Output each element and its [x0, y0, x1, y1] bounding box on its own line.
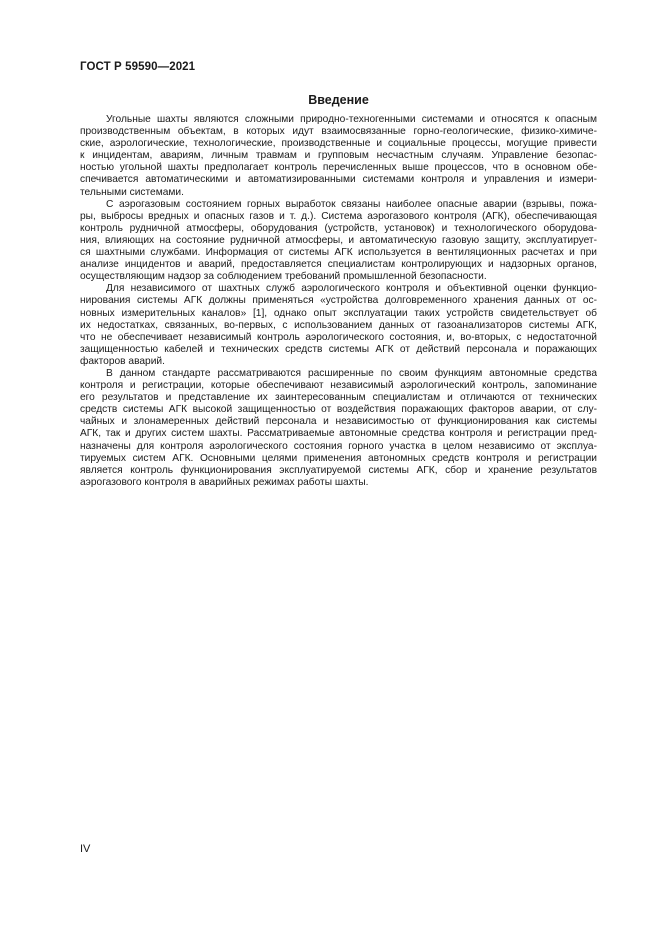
paragraph-line: ностью угольной шахты предполагает контроль перечисленных выше процессов, что в основном обе-	[80, 162, 597, 174]
paragraph-line: Для независимого от шахтных служб аэрологического контроля и объективной оценки функцио-	[106, 283, 597, 295]
paragraph-line: его результатов и представление их заинтересованным специалистам и отличаются от технических	[80, 392, 597, 404]
paragraph-line: защищенностью кабелей и технических средств системы АГК от действий персонала и поражающих	[80, 343, 597, 355]
paragraph-line: контроля и регистрации, которые обеспечивают независимый аэрологический контроль, запоминание	[80, 380, 597, 392]
paragraph-line: что не обеспечивает независимый контроль аэрологического состояния, и, во-вторых, с недостаточной	[80, 331, 597, 343]
paragraph-line: факторов аварий.	[80, 355, 165, 367]
paragraph	[80, 199, 597, 284]
body-text	[80, 114, 597, 489]
paragraph-line: производственным объектам, в которых идут взаимосвязанные горно-геологические, физико-химиче-	[80, 126, 597, 138]
page-number: IV	[80, 843, 91, 855]
paragraph-line: тельными системами.	[80, 186, 184, 198]
paragraph-line: является контроль функционирования эксплуатируемой системы АГК, сбор и хранение результатов	[80, 464, 597, 476]
paragraph-line: тируемых систем АГК. Основными целями применения автономных средств контроля и регистрации	[80, 452, 597, 464]
paragraph	[80, 283, 597, 368]
paragraph-line: Угольные шахты являются сложными природно-техногенными системами и относятся к опасным	[106, 114, 597, 125]
paragraph-line: АГК, так и других систем шахты. Рассматриваемые автономные средства контроля и регистрации пред-	[80, 428, 597, 440]
paragraph-line: чайных и злонамеренных действий персонала и независимостью от функционирования как системы	[80, 416, 597, 428]
paragraph-line: ские, аэрологические, технологические, производственные и социальные процессы, могущие привести	[80, 138, 597, 150]
paragraph-line: В данном стандарте рассматриваются расширенные по своим функциям автономные средства	[106, 367, 597, 379]
paragraph-line: средств системы АГК высокой защищенностью от воздействия поражающих факторов аварии, от слу-	[80, 404, 597, 416]
paragraph-line: осуществляющим надзор за соблюдением требований промышленной безопасности.	[80, 271, 487, 283]
paragraph-line: ры, выбросы вредных и опасных газов и т. д.). Система аэрогазового контроля (АГК), обеспечивающая	[80, 210, 597, 222]
paragraph-line: С аэрогазовым состоянием горных выработок связаны наиболее опасные аварии (взрывы, пожа-	[106, 198, 597, 210]
paragraph-line: контроль рудничной атмосферы, оборудования (устройств, установок) и технологического оборудова-	[80, 222, 597, 234]
paragraph-line: анализе инцидентов и аварий, предоставляется специалистам контролирующих и надзорных органов,	[80, 259, 597, 271]
paragraph-line: спечивается автоматическими и автоматизированными системами контроля и управления и измери-	[80, 174, 597, 186]
paragraph-line: ния, влияющих на состояние рудничной атмосферы, и автоматическую газовую защиту, эксплуатирует-	[80, 234, 597, 246]
paragraph-line: нирования системы АГК должны применяться «устройства долговременного хранения данных от ос-	[80, 295, 597, 307]
paragraph-line: к инцидентам, авариям, личным травмам и групповым несчастным случаям. Управление безопас-	[80, 150, 597, 162]
paragraph-line: новных измерительных каналов» [1], однако опыт эксплуатации таких устройств свидетельствует об	[80, 307, 597, 319]
paragraph-line: аэрогазового контроля в аварийных режимах работы шахты.	[80, 476, 369, 488]
paragraph-line: ся шахтными службами. Информация от системы АГК используется в вентиляционных расчетах и при	[80, 247, 597, 259]
section-title: Введение	[308, 93, 369, 107]
paragraph-line: их недостатках, связанных, во-первых, с использованием данных от газоанализаторов системы АГК,	[80, 319, 597, 331]
paragraph	[80, 114, 597, 199]
paragraph	[80, 368, 597, 489]
standard-header: ГОСТ Р 59590—2021	[80, 61, 196, 73]
paragraph-line: назначены для контроля аэрологического состояния горного участка в целом независимо от эксплуа-	[80, 440, 597, 452]
